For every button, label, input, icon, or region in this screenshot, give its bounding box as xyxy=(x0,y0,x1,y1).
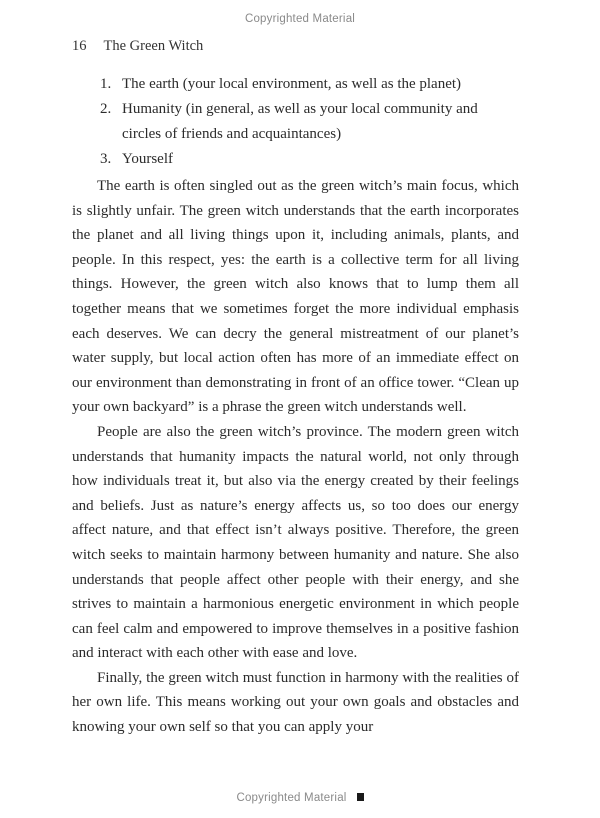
body-text xyxy=(72,174,519,740)
list-item xyxy=(100,72,520,97)
list-item-text: Yourself xyxy=(122,151,173,167)
list-item-number: 3. xyxy=(100,151,112,167)
running-head-title: The Green Witch xyxy=(103,38,204,54)
copyright-notice-text: Copyrighted Material xyxy=(236,792,347,804)
copyright-notice-bottom xyxy=(0,792,600,804)
paragraph: Finally, the green witch must function in harmony with the realities of her own life. This means working out your own goals and obstacles and knowing your own self so that you can apply your xyxy=(72,669,519,736)
list-item xyxy=(100,97,520,147)
numbered-list xyxy=(100,72,520,172)
scan-artifact-square xyxy=(357,793,364,801)
list-item-number: 1. xyxy=(100,76,112,92)
paragraph: People are also the green witch’s province. The modern green witch understands that humanity impacts the natural world, not only through how individuals treat it, but also via the energy created by their feelings and beliefs. Just as nature’s energy affects us, so too does our energy affect nature, and that effect isn’t always positive. Therefore, the green witch seeks to maintain harmony between humanity and nature. She also understands that people affect other people with their energy, and she strives to maintain a harmonious energetic environment in which people can feel calm and empowered to improve themselves in a positive fashion and interact with each other with ease and love. xyxy=(72,423,519,662)
page-number: 16 xyxy=(72,38,87,54)
paragraph: The earth is often singled out as the green witch’s main focus, which is slightly unfair. The green witch understands that the earth incorporates the planet and all living things upon it, including animals, plants, and people. In this respect, yes: the earth is a collective term for all living things. However, the green witch also knows that to lump them all together means that we sometimes forget the more individual emphasis each deserves. We can decry the general mistreatment of our planet’s water supply, but local action often has more of an immediate effect on our environment than demonstrating in front of an office tower. “Clean up your own backyard” is a phrase the green witch understands well. xyxy=(72,178,519,416)
running-header xyxy=(72,38,528,55)
list-item-text: Humanity (in general, as well as your local community and circles of friends and acquaintances) xyxy=(122,101,478,142)
list-item xyxy=(100,147,520,172)
list-item-number: 2. xyxy=(100,101,112,117)
list-item-text: The earth (your local environment, as well as the planet) xyxy=(122,76,462,92)
copyright-notice-top: Copyrighted Material xyxy=(244,13,356,25)
